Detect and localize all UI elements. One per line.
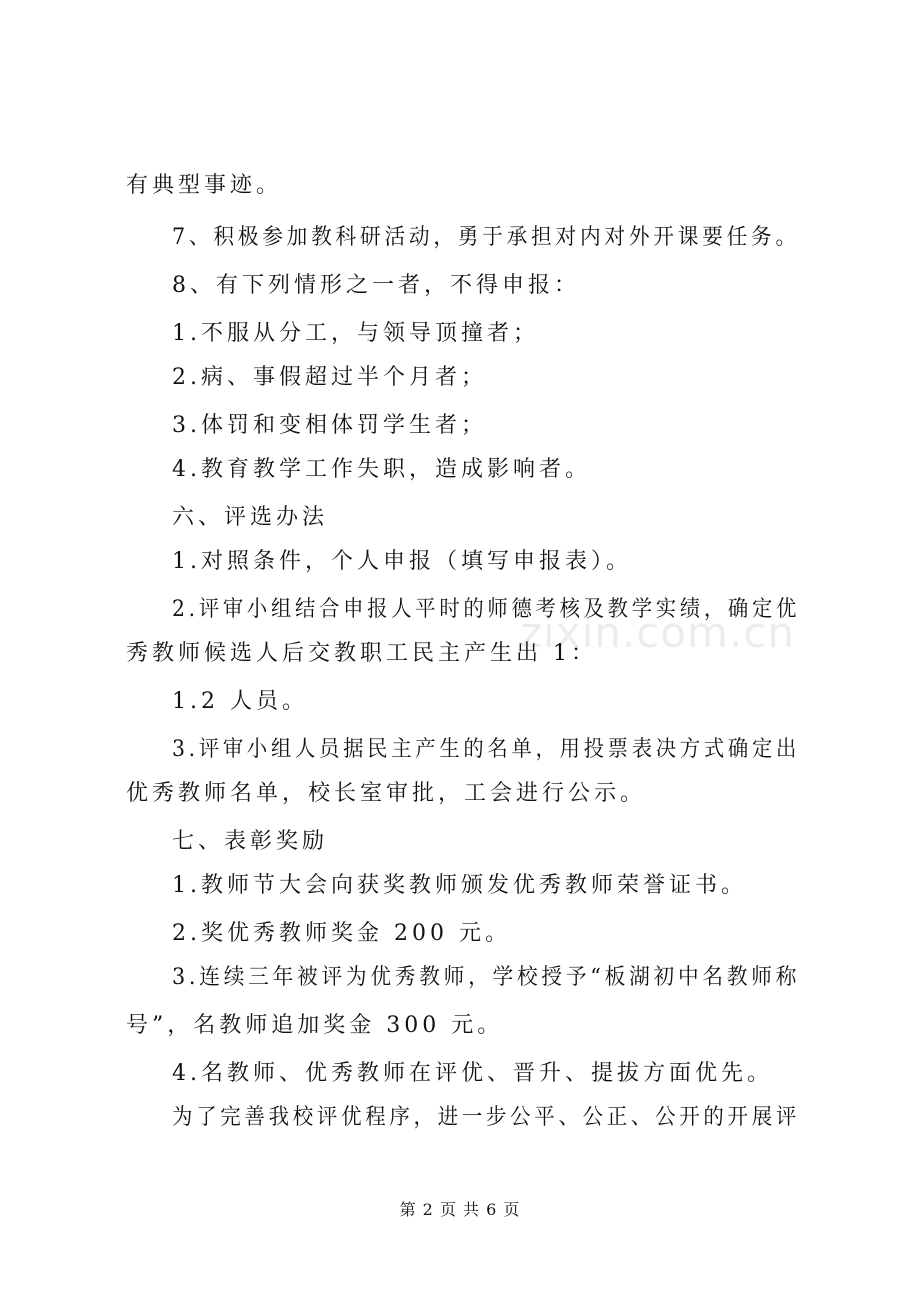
paragraph-line: 4.名教师、优秀教师在评优、晋升、提拔方面优先。 bbox=[172, 1061, 773, 1086]
paragraph-line: 1.对照条件，个人申报（填写申报表）。 bbox=[172, 549, 632, 574]
paragraph-line: 3.连续三年被评为优秀教师，学校授予“板湖初中名教师称 bbox=[172, 965, 801, 990]
paragraph-line: 7、积极参加教科研活动，勇于承担对内对外开课要任务。 bbox=[172, 225, 800, 250]
section-heading: 七、表彰奖励 bbox=[172, 829, 329, 854]
paragraph-line: 秀教师候选人后交教职工民主产生出 1： bbox=[126, 641, 597, 666]
watermark: zixin.com.cn bbox=[520, 608, 795, 657]
paragraph-line: 3.评审小组人员据民主产生的名单，用投票表决方式确定出 bbox=[172, 737, 801, 762]
paragraph-line: 优秀教师名单，校长室审批，工会进行公示。 bbox=[126, 781, 647, 806]
paragraph-line: 2.病、事假超过半个月者； bbox=[172, 365, 487, 390]
paragraph-line: 2.奖优秀教师奖金 200 元。 bbox=[172, 921, 511, 946]
paragraph-line: 8、有下列情形之一者，不得申报： bbox=[172, 273, 580, 298]
paragraph-line: 1.教师节大会向获奖教师颁发优秀教师荣誉证书。 bbox=[172, 873, 747, 898]
paragraph-line: 3.体罚和变相体罚学生者； bbox=[172, 413, 487, 438]
paragraph-line: 为了完善我校评优程序，进一步公平、公正、公开的开展评 bbox=[172, 1105, 801, 1130]
paragraph-line: 2.评审小组结合申报人平时的师德考核及教学实绩，确定优 bbox=[172, 597, 801, 622]
paragraph-line: 1.不服从分工，与领导顶撞者； bbox=[172, 321, 539, 346]
paragraph-line: 1.2 人员。 bbox=[172, 689, 308, 714]
paragraph-line: 号”，名教师追加奖金 300 元。 bbox=[126, 1013, 504, 1038]
paragraph-line: 有典型事迹。 bbox=[126, 173, 283, 198]
page-footer: 第 2 页 共 6 页 bbox=[399, 1200, 521, 1219]
paragraph-line: 4.教育教学工作失职，造成影响者。 bbox=[172, 457, 591, 482]
section-heading: 六、评选办法 bbox=[172, 505, 329, 530]
